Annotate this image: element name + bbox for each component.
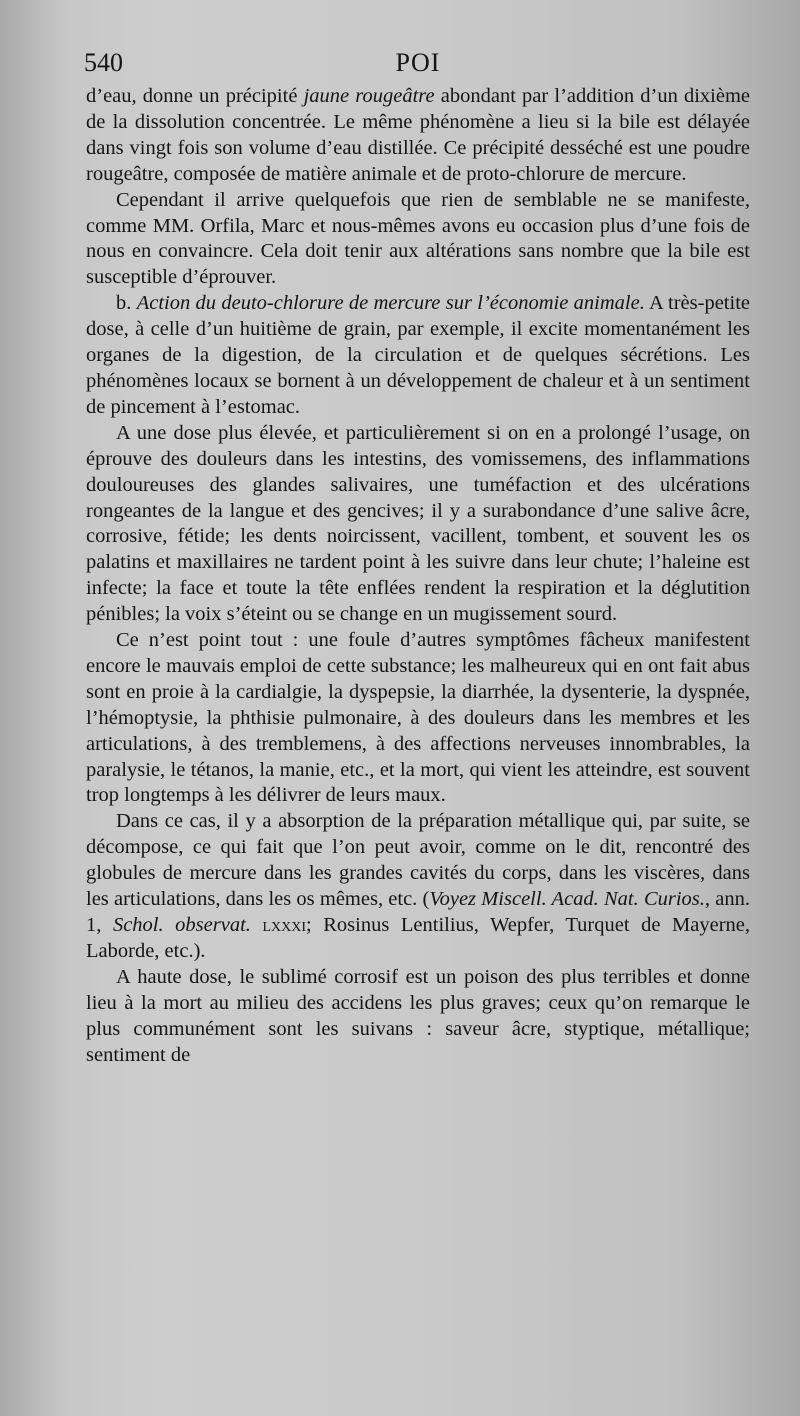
page-number: 540 <box>84 48 123 77</box>
italic-run: Voyez Miscell. Acad. Nat. Curios. <box>429 888 705 911</box>
text-run: A haute dose, le sublimé corrosif est un poison des plus terribles et donne lieu à la mort au milieu des accidens les plus graves; ceux qu’on remarque le plus communément sont les suivans : saveur âcre, styptique, métallique; sentiment de <box>86 965 750 1066</box>
paragraph <box>86 965 750 1069</box>
text-run: abondant par l’addition d’un dixième de la dissolution concentrée. Le même phénomène a lieu si la bile est délayée dans vingt fois son volume d’eau distillée. Ce précipité desséché est une poudre rougeâtre, composée de matière animale et de proto-chlorure de mercure. <box>86 85 751 185</box>
text-run: Dans ce cas, il y a absorption de la préparation métallique qui, par suite, se décompose, ce qui fait que l’on peut avoir, comme on le dit, rencontré des globules de mercure dans les grandes cavités du corps, dans les viscères, dans les articulations, dans les os mêmes, etc. ( <box>86 810 750 911</box>
body-text <box>86 84 750 1068</box>
text-run: b. <box>116 292 137 315</box>
italic-run: Action du deuto-chlorure de mercure sur l’économie animale. <box>136 292 645 315</box>
paragraph <box>86 628 750 809</box>
text-run: , ann. 1, <box>86 888 750 936</box>
text-run <box>251 914 263 936</box>
page-header <box>84 46 752 80</box>
paragraph <box>86 421 750 628</box>
paragraph <box>86 809 750 964</box>
italic-run: jaune rougeâtre <box>303 85 435 107</box>
text-run: A très-petite dose, à celle d’un huitième de grain, par exemple, il excite momentanément les organes de la digestion, de la circulation et de quelques sécrétions. Les phénomènes locaux se bornent à un développement de chaleur et à un sentiment de pincement à l’estomac. <box>86 292 750 418</box>
text-run: Cependant il arrive quelquefois que rien de semblable ne se manifeste, comme MM. Orfila, Marc et nous-mêmes avons eu occasion plus d’une fois de nous en convaincre. Cela doit tenir aux altérations sans nombre que la bile est susceptible d’éprouver. <box>86 188 750 289</box>
italic-run: Schol. observat. <box>112 914 251 936</box>
text-run: d’eau, donne un précipité <box>86 85 304 107</box>
small-caps-run: lxxxi <box>262 914 306 936</box>
text-run: Ce n’est point tout : une foule d’autres symptômes fâcheux manifestent encore le mauvais emploi de cette substance; les malheureux qui en ont fait abus sont en proie à la cardialgie, la dyspepsie, la diarrhée, la dysenterie, la dyspnée, l’hémoptysie, la phthisie pulmonaire, à des douleurs dans les membres et les articulations, à des tremblemens, à des affections nerveuses innombrables, la paralysie, le tétanos, la manie, etc., et la mort, qui vient les atteindre, est souvent trop longtemps à les délivrer de leurs maux. <box>86 629 750 807</box>
paragraph <box>86 188 750 292</box>
running-head: POI <box>395 48 441 77</box>
text-run: A une dose plus élevée, et particulièrement si on en a prolongé l’usage, on éprouve des douleurs dans les intestins, des vomissemens, des inflammations douloureuses des glandes salivaires, une tuméfaction et des ulcérations rongeantes de la langue et des gencives; il y a surabondance d’une salive âcre, corrosive, fétide; les dents noircissent, vacillent, tombent, et souvent les os palatins et maxillaires ne tardent point à les suivre dans leur chute; l’haleine est infecte; la face et toute la tête enflées rendent la respiration et la déglutition pénibles; la voix s’éteint ou se change en un mugissement sourd. <box>86 421 750 626</box>
paragraph <box>86 84 750 188</box>
text-run: ; Rosinus Lentilius, Wepfer, Turquet de Mayerne, Laborde, etc.). <box>86 914 750 962</box>
paragraph <box>86 291 750 421</box>
